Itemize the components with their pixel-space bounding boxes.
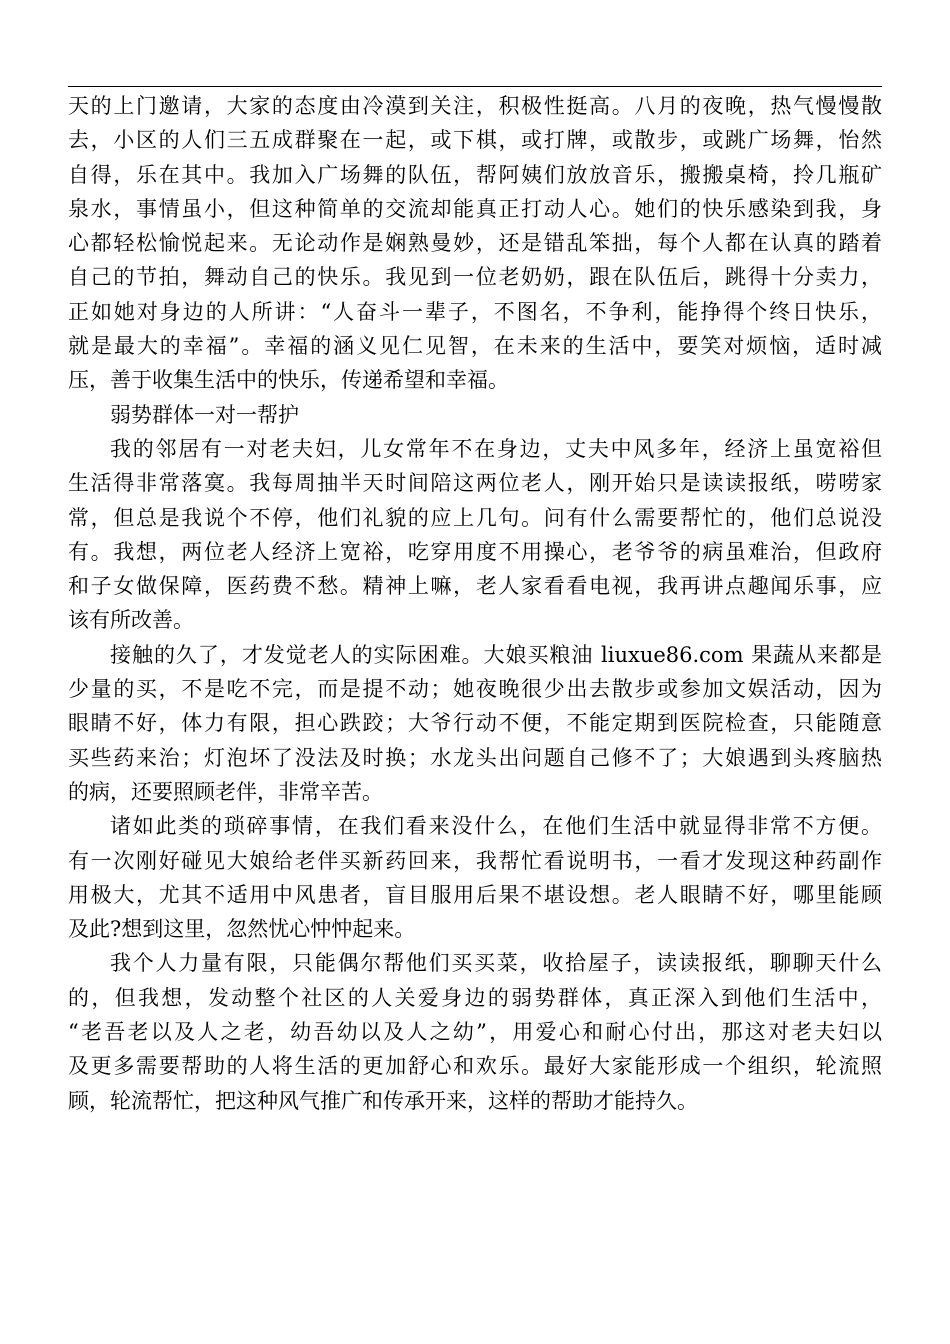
text-line: 及更多需要帮助的人将生活的更加舒心和欢乐。最好大家能形成一个组织，轮流照 bbox=[68, 1054, 882, 1079]
document-body bbox=[68, 89, 882, 1118]
paragraph bbox=[68, 638, 882, 809]
text-line: 自己的节拍，舞动自己的快乐。我见到一位老奶奶，跟在队伍后，跳得十分卖力， bbox=[68, 265, 882, 290]
text-line: 压，善于收集生活中的快乐，传递希望和幸福。 bbox=[68, 368, 509, 393]
text-line: 买些药来治；灯泡坏了没法及时换；水龙头出问题自己修不了；大娘遇到头疼脑热 bbox=[68, 745, 882, 770]
header-rule bbox=[68, 86, 882, 87]
text-line: 我个人力量有限，只能偶尔帮他们买买菜，收拾屋子，读读报纸，聊聊天什么 bbox=[110, 951, 882, 976]
text-line: 接触的久了，才发觉老人的实际困难。大娘买粮油 liuxue86.com 果蔬从来都是 bbox=[110, 642, 882, 667]
text-line: 该有所改善。 bbox=[68, 608, 194, 633]
text-line: 少量的买，不是吃不完，而是提不动；她夜晚很少出去散步或参加文娱活动，因为 bbox=[68, 677, 882, 702]
text-line: 就是最大的幸福”。幸福的涵义见仁见智，在未来的生活中，要笑对烦恼，适时减 bbox=[68, 334, 882, 359]
text-line: 有一次刚好碰见大娘给老伴买新药回来，我帮忙看说明书，一看才发现这种药副作 bbox=[68, 848, 882, 873]
text-line: 用极大，尤其不适用中风患者，盲目服用后果不堪设想。老人眼睛不好，哪里能顾 bbox=[68, 882, 882, 907]
text-line: 的，但我想，发动整个社区的人关爱身边的弱势群体，真正深入到他们生活中， bbox=[68, 985, 882, 1010]
text-line: 有。我想，两位老人经济上宽裕，吃穿用度不用操心，老爷爷的病虽难治，但政府 bbox=[68, 539, 882, 564]
text-line: 自得，乐在其中。我加入广场舞的队伍，帮阿姨们放放音乐，搬搬桌椅，拎几瓶矿 bbox=[68, 162, 882, 187]
text-line: 常，但总是我说个不停，他们礼貌的应上几句。问有什么需要帮忙的，他们总说没 bbox=[68, 505, 882, 530]
paragraph-continuation bbox=[68, 89, 882, 398]
text-line: 诸如此类的琐碎事情，在我们看来没什么，在他们生活中就显得非常不方便。 bbox=[110, 814, 882, 839]
paragraph bbox=[68, 809, 882, 946]
text-line: 及此?想到这里，忽然忧心忡忡起来。 bbox=[68, 917, 416, 942]
text-line: 我的邻居有一对老夫妇，儿女常年不在身边，丈夫中风多年，经济上虽宽裕但 bbox=[110, 436, 882, 461]
text-line: 心都轻松愉悦起来。无论动作是娴熟曼妙，还是错乱笨拙，每个人都在认真的踏着 bbox=[68, 231, 882, 256]
text-line: 生活得非常落寞。我每周抽半天时间陪这两位老人，刚开始只是读读报纸，唠唠家 bbox=[68, 471, 882, 496]
text-line: 泉水，事情虽小，但这种简单的交流却能真正打动人心。她们的快乐感染到我，身 bbox=[68, 196, 882, 221]
paragraph bbox=[68, 432, 882, 638]
text-line: 和子女做保障，医药费不愁。精神上嘛，老人家看看电视，我再讲点趣闻乐事，应 bbox=[68, 574, 882, 599]
paragraph bbox=[68, 946, 882, 1117]
text-line: 天的上门邀请，大家的态度由冷漠到关注，积极性挺高。八月的夜晚，热气慢慢散 bbox=[68, 94, 882, 118]
section-heading bbox=[68, 398, 882, 432]
text-line: 顾，轮流帮忙，把这种风气推广和传承开来，这样的帮助才能持久。 bbox=[68, 1088, 698, 1113]
heading-text: 弱势群体一对一帮护 bbox=[110, 402, 299, 427]
text-line: 的病，还要照顾老伴，非常辛苦。 bbox=[68, 779, 383, 804]
text-line: 正如她对身边的人所讲：“人奋斗一辈子，不图名，不争利，能挣得个终日快乐， bbox=[68, 299, 882, 324]
text-line: “老吾老以及人之老，幼吾幼以及人之幼”，用爱心和耐心付出，那这对老夫妇以 bbox=[68, 1020, 882, 1045]
text-line: 眼睛不好，体力有限，担心跌跤；大爷行动不便，不能定期到医院检查，只能随意 bbox=[68, 711, 882, 736]
text-line: 去，小区的人们三五成群聚在一起，或下棋，或打牌，或散步，或跳广场舞，怡然 bbox=[68, 128, 882, 153]
